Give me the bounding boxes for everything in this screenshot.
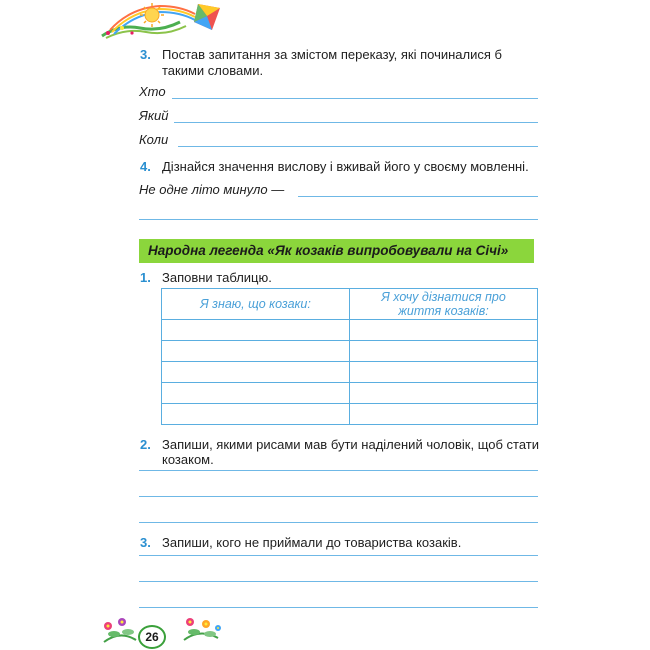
flower-icon xyxy=(202,620,210,628)
table-row xyxy=(162,362,538,383)
table-cell[interactable] xyxy=(350,383,538,404)
answer-label-when: Коли xyxy=(139,132,169,147)
task3b-answer-line-2[interactable] xyxy=(139,581,538,582)
task3b-text: Запиши, кого не приймали до товариства козаків. xyxy=(162,535,462,550)
table-cell[interactable] xyxy=(162,404,350,425)
top-decoration xyxy=(100,0,225,40)
task2-answer-line-2[interactable] xyxy=(139,496,538,497)
flower-icon xyxy=(118,618,126,626)
table-cell[interactable] xyxy=(350,362,538,383)
task3b-answer-line-1[interactable] xyxy=(139,555,538,556)
flower-icon xyxy=(186,618,194,626)
task3-text-line1: Постав запитання за змістом переказу, які починалися б xyxy=(162,47,502,62)
flower-icon xyxy=(104,622,112,630)
fill-table xyxy=(161,288,538,425)
section-title: Народна легенда «Як козаків випробовували на Січі» xyxy=(148,243,509,258)
task3b-answer-line-3[interactable] xyxy=(139,607,538,608)
answer-label-who: Хто xyxy=(139,84,166,99)
task3-number: 3. xyxy=(140,47,151,62)
table-cell[interactable] xyxy=(162,383,350,404)
table-cell[interactable] xyxy=(162,320,350,341)
section-banner xyxy=(139,239,534,263)
task1-number: 1. xyxy=(140,270,151,285)
answer-label-which: Який xyxy=(139,108,169,123)
task2-answer-line-3[interactable] xyxy=(139,522,538,523)
table-row xyxy=(162,404,538,425)
task4-number: 4. xyxy=(140,159,151,174)
table-header-want: Я хочу дізнатися про життя козаків: xyxy=(350,289,538,320)
task1-text: Заповни таблицю. xyxy=(162,270,272,285)
answer-line-who[interactable] xyxy=(172,98,538,99)
table-row xyxy=(162,341,538,362)
flower-icon xyxy=(215,625,221,631)
page-number: 26 xyxy=(138,625,166,649)
kite-icon xyxy=(194,4,220,30)
phrase-answer-line-2[interactable] xyxy=(139,219,538,220)
task3-text-line2: такими словами. xyxy=(162,63,264,78)
table-row xyxy=(162,320,538,341)
task2-number: 2. xyxy=(140,437,151,452)
table-cell[interactable] xyxy=(350,404,538,425)
task2-text-line2: козаком. xyxy=(162,452,214,467)
table-header-know: Я знаю, що козаки: xyxy=(162,289,350,320)
table-cell[interactable] xyxy=(162,362,350,383)
answer-line-when[interactable] xyxy=(178,146,538,147)
task3b-number: 3. xyxy=(140,535,151,550)
phrase-answer-line[interactable] xyxy=(298,196,538,197)
answer-line-which[interactable] xyxy=(174,122,538,123)
table-cell[interactable] xyxy=(350,341,538,362)
table-row xyxy=(162,383,538,404)
table-cell[interactable] xyxy=(350,320,538,341)
table-cell[interactable] xyxy=(162,341,350,362)
phrase-label: Не одне літо минуло — xyxy=(139,182,285,197)
task4-text: Дізнайся значення вислову і вживай його у своєму мовленні. xyxy=(162,159,529,174)
task2-answer-line-1[interactable] xyxy=(139,470,538,471)
task2-text-line1: Запиши, якими рисами мав бути наділений чоловік, щоб стати xyxy=(162,437,540,452)
